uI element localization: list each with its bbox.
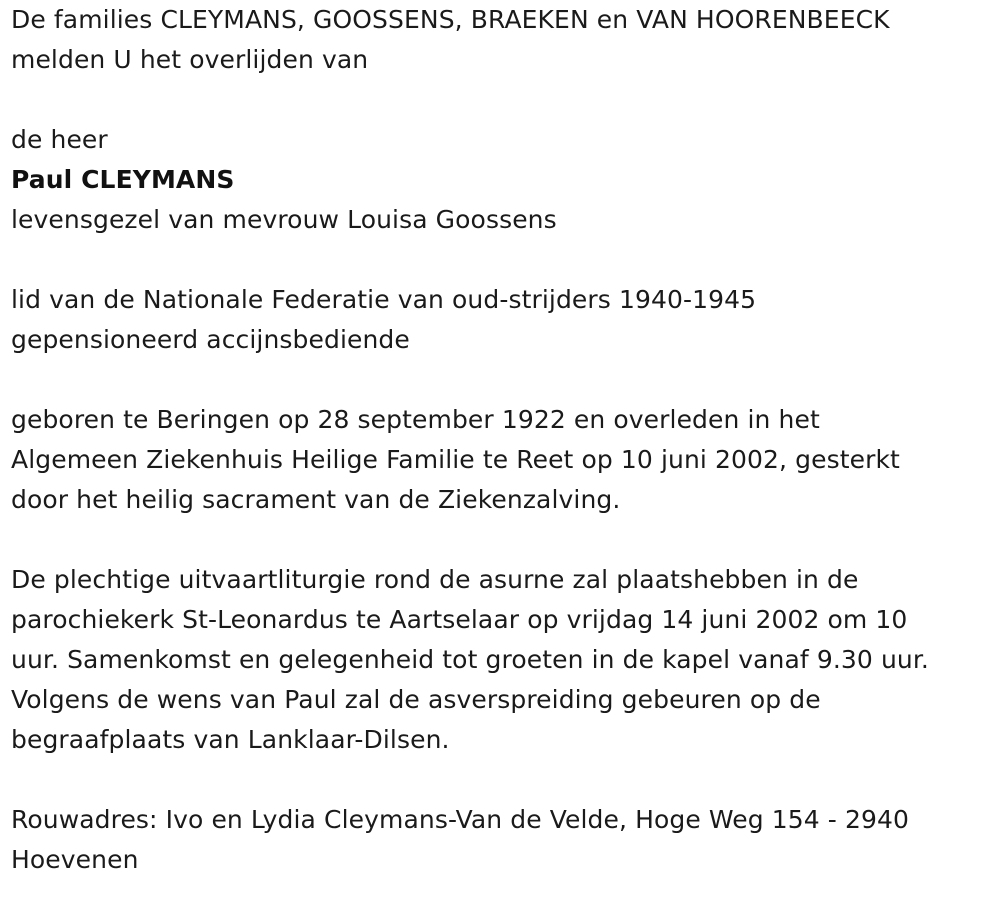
funeral-line-3: uur. Samenkomst en gelegenheid tot groeten in de kapel vanaf 9.30 uur.: [11, 645, 929, 674]
address-section: [11, 800, 996, 880]
funeral-line-2: parochiekerk St-Leonardus te Aartselaar op vrijdag 14 juni 2002 om 10: [11, 605, 908, 634]
roles-section: [11, 280, 996, 360]
spacer: [11, 760, 996, 800]
birth-death-line-2: Algemeen Ziekenhuis Heilige Familie te Reet op 10 juni 2002, gesterkt: [11, 445, 900, 474]
roles-line-1: lid van de Nationale Federatie van oud-strijders 1940-1945: [11, 285, 757, 314]
address-line-2: Hoevenen: [11, 845, 139, 874]
birth-death-line-1: geboren te Beringen op 28 september 1922 en overleden in het: [11, 405, 820, 434]
address-line-1: Rouwadres: Ivo en Lydia Cleymans-Van de Velde, Hoge Weg 154 - 2940: [11, 805, 909, 834]
birth-death-line-3: door het heilig sacrament van de Ziekenzalving.: [11, 485, 621, 514]
person-partner: levensgezel van mevrouw Louisa Goossens: [11, 205, 557, 234]
person-title: de heer: [11, 125, 108, 154]
intro-line-2: melden U het overlijden van: [11, 45, 369, 74]
intro-section: [11, 0, 996, 80]
funeral-line-5: begraafplaats van Lanklaar-Dilsen.: [11, 725, 450, 754]
person-section: [11, 120, 996, 240]
spacer: [11, 240, 996, 280]
person-name: Paul CLEYMANS: [11, 165, 235, 194]
intro-line-1: De families CLEYMANS, GOOSSENS, BRAEKEN en VAN HOORENBEECK: [11, 5, 890, 34]
birth-death-section: [11, 400, 996, 520]
spacer: [11, 520, 996, 560]
spacer: [11, 80, 996, 120]
funeral-section: [11, 560, 996, 760]
roles-line-2: gepensioneerd accijnsbediende: [11, 325, 410, 354]
funeral-line-1: De plechtige uitvaartliturgie rond de asurne zal plaatshebben in de: [11, 565, 859, 594]
spacer: [11, 360, 996, 400]
funeral-line-4: Volgens de wens van Paul zal de asverspreiding gebeuren op de: [11, 685, 821, 714]
death-notice: [11, 0, 996, 880]
